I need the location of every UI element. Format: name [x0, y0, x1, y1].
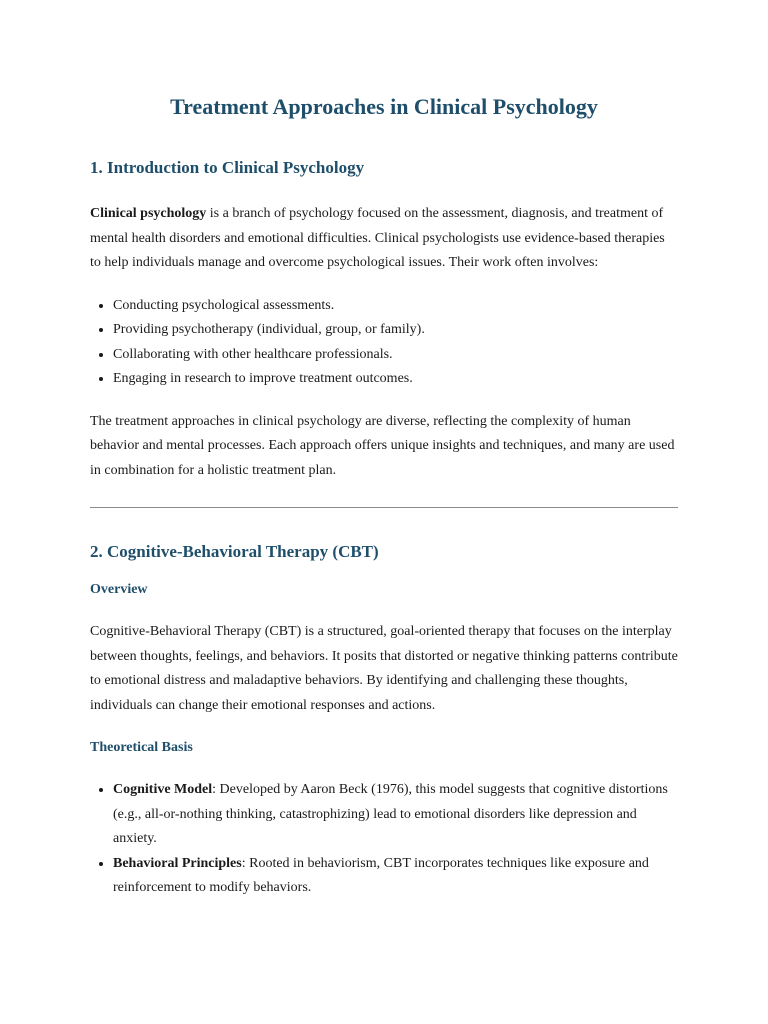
section-heading-cbt: 2. Cognitive-Behavioral Therapy (CBT)	[90, 542, 379, 561]
subheading-overview: Overview	[90, 582, 148, 597]
intro-bullet-list	[90, 294, 678, 392]
list-item	[113, 778, 678, 852]
intro-paragraph	[90, 202, 678, 276]
overview-paragraph: Cognitive-Behavioral Therapy (CBT) is a structured, goal-oriented therapy that focuses on the interplay between thoughts, feelings, and behaviors. It posits that distorted or negative thinking patterns contribute to emotional distress and maladaptive behaviors. By identifying and challenging these thoughts, individuals can change their emotional responses and actions.	[90, 624, 678, 713]
subheading-theoretical-basis: Theoretical Basis	[90, 740, 193, 755]
list-item: • Collaborating with other healthcare professionals.	[113, 343, 678, 368]
theory-term: Behavioral Principles	[113, 855, 242, 871]
section-heading-introduction: 1. Introduction to Clinical Psychology	[90, 158, 365, 177]
theory-term: Cognitive Model	[113, 782, 213, 797]
closing-paragraph: The treatment approaches in clinical psychology are diverse, reflecting the complexity of human behavior and mental processes. Each approach offers unique insights and techniques, and many are used in combination for a holistic treatment plan.	[90, 413, 675, 478]
section-divider	[90, 507, 678, 508]
list-item: • Engaging in research to improve treatment outcomes.	[113, 367, 678, 392]
theory-description: : Developed by Aaron Beck (1976), this model suggests that cognitive distortions (e.g., all-or-nothing thinking, catastrophizing) lead to emotional disorders like depression and anxiety.	[113, 782, 668, 846]
list-item	[113, 852, 678, 901]
list-item: • Conducting psychological assessments.	[113, 294, 678, 319]
theory-description: : Rooted in behaviorism, CBT incorporates techniques like exposure and reinforcement to modify behaviors.	[113, 855, 649, 895]
list-item: • Providing psychotherapy (individual, group, or family).	[113, 318, 678, 343]
intro-bold-term: Clinical psychology	[90, 206, 207, 221]
intro-paragraph-text: is a branch of psychology focused on the assessment, diagnosis, and treatment of mental health disorders and emotional difficulties. Clinical psychologists use evidence-based therapies to help individuals manage and overcome psychological issues. Their work often involves:	[90, 206, 665, 270]
document-title: Treatment Approaches in Clinical Psychology	[170, 94, 598, 119]
theory-bullet-list	[90, 778, 678, 901]
